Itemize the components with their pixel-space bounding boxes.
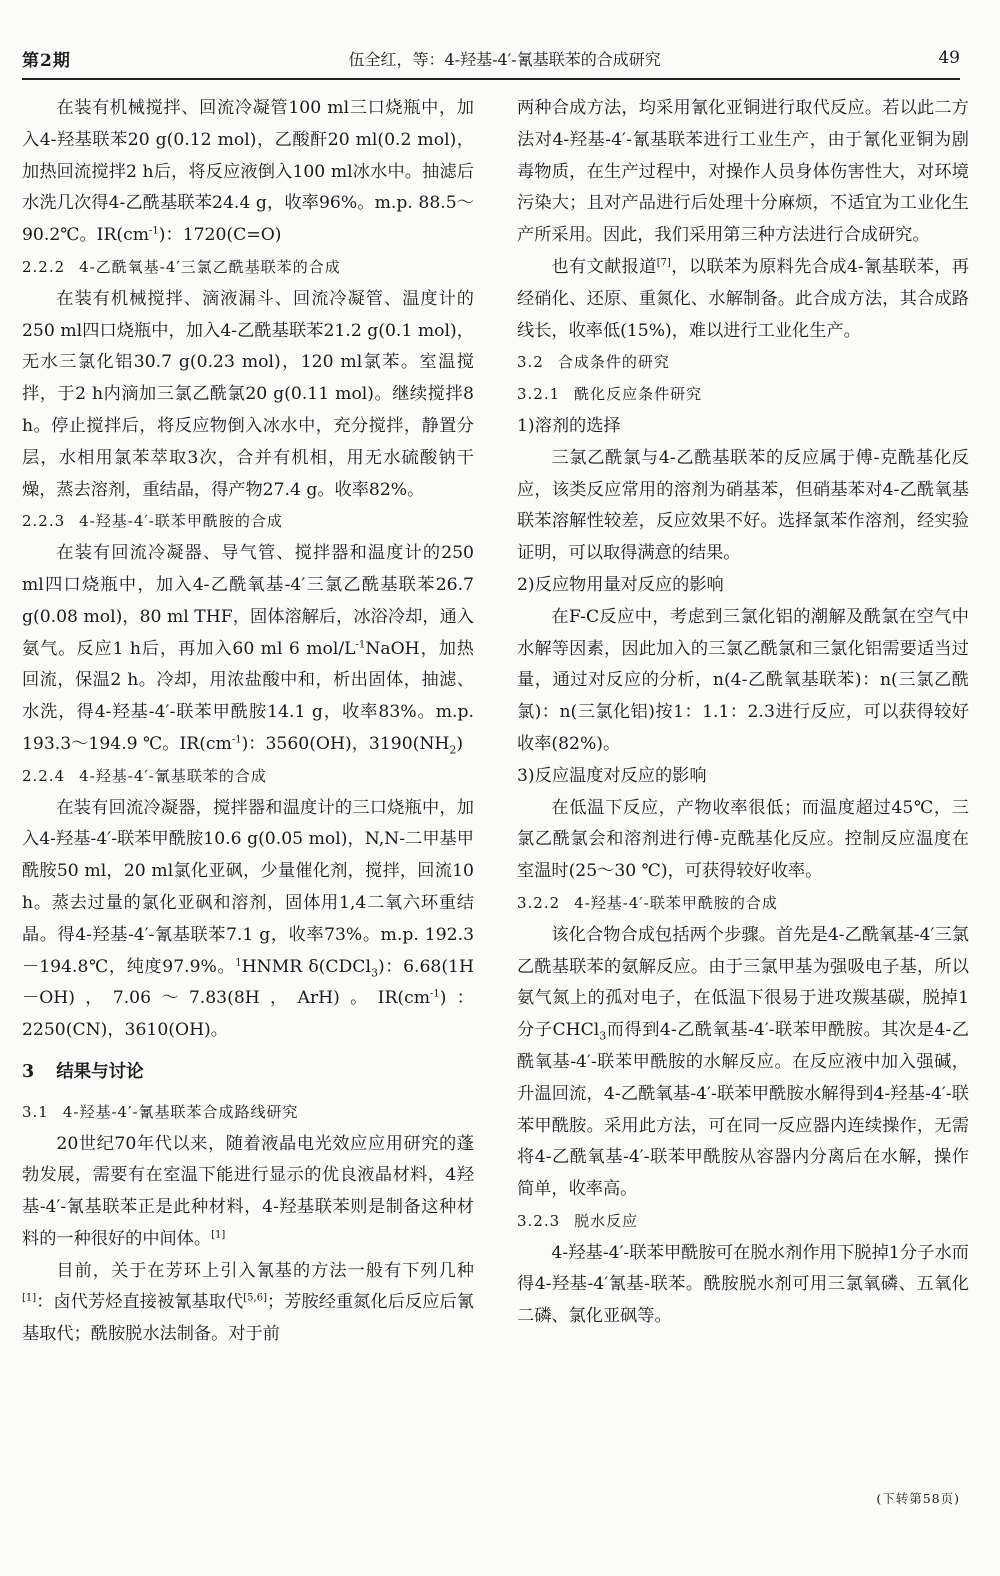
superscript: -1 <box>231 734 242 746</box>
section-heading-2-2-3 <box>22 506 474 538</box>
paragraph: 三氯乙酰氯与4-乙酰基联苯的反应属于傅-克酰基化反应，该类反应常用的溶剂为硝基苯，但硝基苯对4-乙酰氧基联苯溶解性较差，反应效果不好。选择氯苯作溶剂，经实验证明，可以取得满意的结果。 <box>517 447 969 564</box>
text: 该化合物合成包括两个步骤。首先是4-乙酰氧基-4′三氯乙酰基联苯的氨解反应。由于三氯甲基为强吸电子基，所以氨气氮上的孤对电子，在低温下很易于进攻羰基碳，脱掉1分子CHCl <box>517 924 969 1041</box>
paragraph <box>22 1256 474 1351</box>
citation: [5,6] <box>243 1292 267 1304</box>
list-item: 3)反应温度对反应的影响 <box>517 765 707 786</box>
section-number: 3.2.2 <box>517 893 561 912</box>
text: 在装有回流冷凝器、导气管、搅拌器和温度计的250 ml四口烧瓶中，加入4-乙酰氧基-4′三氯乙酰基联苯26.7 g(0.08 mol)，80 ml THF，固体溶解后，冰浴冷却，通入氨气。反应1 h后，再加入60 ml 6 mol/L <box>22 543 474 659</box>
running-header <box>22 38 960 80</box>
paragraph <box>22 538 474 761</box>
paragraph: 两种合成方法，均采用氰化亚铜进行取代反应。若以此二方法对4-羟基-4′-氰基联苯进行工业生产，由于氰化亚铜为剧毒物质，在生产过程中，对操作人员身体伤害性大，对环境污染大；且对产品进行后处理十分麻烦，不适宜为工业化生产所采用。因此，我们采用第三种方法进行合成研究。 <box>517 98 969 246</box>
subscript: 3 <box>370 965 378 979</box>
text: )：6.68(1H－OH)，7.06～7.83(8H，ArH)。IR(cm <box>22 956 474 1009</box>
text: ：卤代芳烃直接被氰基取代 <box>36 1292 244 1313</box>
paragraph <box>517 920 969 1206</box>
citation: [1] <box>211 1229 226 1241</box>
text: HNMR δ(CDCl <box>241 956 371 977</box>
text: 在装有回流冷凝器，搅拌器和温度计的三口烧瓶中，加入4-羟基-4′-联苯甲酰胺10.6 g(0.05 mol)，N,N-二甲基甲酰胺50 ml，20 ml氯化亚砜，少量催化剂，搅拌，回流10 h。蒸去过量的氯化亚砜和溶剂，固体用1,4二氧六环重结晶。得4-羟基-4′-氰基联苯7.1 g，收率73%。m.p. 192.3－194.8℃，纯度97.9%。 <box>22 797 474 977</box>
text: )：2250(CN)，3610(OH)。 <box>22 988 474 1041</box>
section-title: 合成条件的研究 <box>557 353 670 372</box>
section-number: 3.2.3 <box>517 1211 561 1230</box>
continued-note: (下转第58页) <box>876 1491 960 1506</box>
section-title: 4-羟基-4′-联苯甲酰胺的合成 <box>574 893 778 912</box>
text: ，以联苯为原料先合成4-氰基联苯，再经硝化、还原、重氮化、水解制备。此合成方法，其合成路线长，收率低(15%)，难以进行工业化生产。 <box>517 256 969 341</box>
text: 也有文献报道 <box>551 256 657 277</box>
subscript: 3 <box>599 1029 607 1043</box>
section-heading-2-2-4 <box>22 761 474 793</box>
paragraph <box>22 93 474 252</box>
section-heading-3-1 <box>22 1097 474 1129</box>
section-title: 4-乙酰氧基-4′三氯乙酰基联苯的合成 <box>79 257 341 276</box>
page-number: 49 <box>938 48 960 68</box>
running-title: 伍全红，等：4-羟基-4′-氰基联苯的合成研究 <box>348 49 661 69</box>
section-title: 脱水反应 <box>574 1211 639 1230</box>
text: ；芳胺经重氮化后反应后氰基取代；酰胺脱水法制备。对于前 <box>22 1292 474 1345</box>
section-heading-3 <box>22 1057 474 1089</box>
paragraph: 在F-C反应中，考虑到三氯化铝的潮解及酰氯在空气中水解等因素，因此加入的三氯乙酰氯和三氯化铝需要适当过量，通过对反应的分析，n(4-乙酰氧基联苯)：n(三氯乙酰氯)：n(三氯化铝)按1：1.1：2.3进行反应，可以获得较好收率(82%)。 <box>517 606 969 754</box>
left-column <box>22 93 474 1351</box>
list-item: 2)反应物用量对反应的影响 <box>517 574 724 595</box>
section-number: 2.2.2 <box>22 257 66 276</box>
section-heading-3-2-3 <box>517 1206 969 1238</box>
section-number: 3.1 <box>22 1102 49 1121</box>
superscript: 1 <box>235 956 242 968</box>
text: NaOH，加热回流，保温2 h。冷却，用浓盐酸中和，析出固体，抽滤、水洗，得4-羟基-4′-联苯甲酰胺14.1 g，收率83%。m.p. 193.3～194.9 ℃。IR(cm <box>22 638 474 754</box>
section-number: 3.2 <box>517 353 544 372</box>
section-title: 4-羟基-4′-氰基联苯的合成 <box>79 766 267 785</box>
text: )：3560(OH)，3190(NH <box>241 733 450 754</box>
text: 而得到4-乙酰氧基-4′-联苯甲酰胺。其次是4-乙酰氧基-4′-联苯甲酰胺的水解反应。在反应液中加入强碱，升温回流，4-乙酰氧基-4′-联苯甲酰胺水解得到4-羟基-4′-联苯甲酰胺。采用此方法，可在同一反应器内连续操作，无需将4-乙酰氧基-4′-联苯甲酰胺从容器内分离后在水解，操作简单，收率高。 <box>517 1020 969 1200</box>
list-item: 1)溶剂的选择 <box>517 415 621 436</box>
superscript: -1 <box>149 225 159 237</box>
text: 在装有机械搅拌、回流冷凝管100 ml三口烧瓶中，加入4-羟基联苯20 g(0.12 mol)，乙酸酐20 ml(0.2 mol)，加热回流搅拌2 h后，将反应液倒入100 ml冰水中。抽滤后水洗几次得4-乙酰基联苯24.4 g，收率96%。m.p. 88.5～90.2℃。IR(cm <box>22 98 474 246</box>
issue-number: 第2期 <box>22 50 71 71</box>
citation: [7] <box>656 257 671 269</box>
section-number: 3.2.1 <box>517 385 561 404</box>
text: ) <box>456 733 464 754</box>
paragraph <box>22 1129 474 1256</box>
citation: [1] <box>22 1292 37 1304</box>
section-title: 结果与讨论 <box>56 1061 144 1082</box>
section-number: 2.2.3 <box>22 512 66 531</box>
superscript: -1 <box>430 988 440 1000</box>
text: 目前，关于在芳环上引入氰基的方法一般有下列几种 <box>56 1260 474 1281</box>
text: )：1720(C=O) <box>158 225 282 246</box>
paragraph <box>517 252 969 347</box>
section-heading-3-2-2 <box>517 888 969 920</box>
section-title: 4-羟基-4′-氰基联苯合成路线研究 <box>62 1102 299 1121</box>
section-number: 3 <box>22 1061 35 1082</box>
paragraph: 在装有机械搅拌、滴液漏斗、回流冷凝管、温度计的250 ml四口烧瓶中，加入4-乙酰基联苯21.2 g(0.1 mol)，无水三氯化铝30.7 g(0.23 mol)，120 ml氯苯。室温搅拌，于2 h内滴加三氯乙酰氯20 g(0.11 mol)。继续搅拌8 h。停止搅拌后，将反应物倒入冰水中，充分搅拌，静置分层，水相用氯苯萃取3次，合并有机相，用无水硫酸钠干燥，蒸去溶剂，重结晶，得产物27.4 g。收率82%。 <box>22 288 474 500</box>
section-heading-3-2 <box>517 347 969 379</box>
section-title: 4-羟基-4′-联苯甲酰胺的合成 <box>79 512 283 531</box>
section-title: 酰化反应条件研究 <box>574 385 703 404</box>
section-heading-2-2-2 <box>22 252 474 284</box>
paragraph: 在低温下反应，产物收率很低；而温度超过45℃，三氯乙酰氯会和溶剂进行傅-克酰基化反应。控制反应温度在室温时(25～30 ℃)，可获得较好收率。 <box>517 797 969 882</box>
superscript: -1 <box>355 638 366 650</box>
paragraph: 4-羟基-4′-联苯甲酰胺可在脱水剂作用下脱掉1分子水而得4-羟基-4′氰基-联苯。酰胺脱水剂可用三氯氧磷、五氧化二磷、氯化亚砜等。 <box>517 1242 969 1327</box>
paragraph <box>22 793 474 1047</box>
subscript: 2 <box>449 743 457 757</box>
right-column <box>517 93 969 1333</box>
section-number: 2.2.4 <box>22 766 66 785</box>
text: 20世纪70年代以来，随着液晶电光效应应用研究的蓬勃发展，需要有在室温下能进行显示的优良液晶材料，4羟基-4′-氰基联苯正是此种材料，4-羟基联苯则是制备这种材料的一种很好的中间体。 <box>22 1133 474 1249</box>
section-heading-3-2-1 <box>517 379 969 411</box>
